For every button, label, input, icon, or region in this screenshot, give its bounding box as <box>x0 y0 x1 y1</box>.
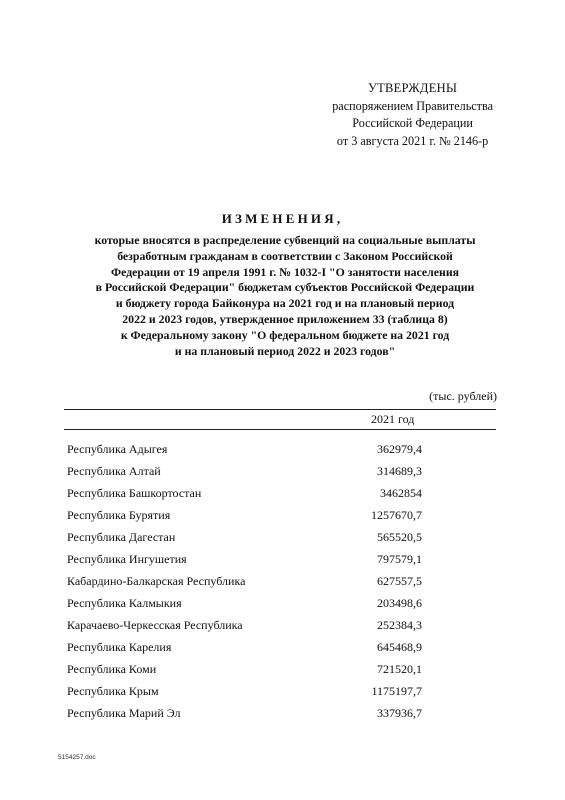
table-row <box>67 460 497 482</box>
amount-value: 565520,5 <box>377 530 422 544</box>
amount-value: 203498,6 <box>377 596 422 610</box>
table-row <box>67 504 497 526</box>
amount-value: 314689,3 <box>377 464 422 478</box>
table-header-rule <box>64 429 496 430</box>
region-name: Республика Адыгея <box>67 442 168 456</box>
approval-heading: УТВЕРЖДЕНЫ <box>367 81 458 95</box>
amount-value: 721520,1 <box>377 662 422 676</box>
table-row <box>67 570 497 592</box>
region-name: Республика Карелия <box>67 640 172 654</box>
amount-value: 1257670,7 <box>371 508 422 522</box>
amount-value: 3462854 <box>380 486 422 500</box>
approval-line-1: распоряжением Правительства <box>332 98 493 113</box>
table-row <box>67 482 497 504</box>
subtitle-line: к Федеральному закону "О федеральном бюджете на 2021 год <box>120 327 450 342</box>
document-title: ИЗМЕНЕНИЯ, <box>221 211 344 226</box>
region-name: Республика Бурятия <box>67 508 171 522</box>
subtitle-line: 2022 и 2023 годов, утвержденное приложением 33 (таблица 8) <box>122 311 448 326</box>
approval-block <box>332 80 493 150</box>
allocation-table <box>67 438 497 724</box>
amount-value: 337936,7 <box>377 706 422 720</box>
region-name: Республика Калмыкия <box>67 596 182 610</box>
subtitle-line: и бюджету города Байконура на 2021 год и на плановый период <box>115 296 455 311</box>
region-name: Республика Коми <box>67 662 157 676</box>
region-name: Республика Ингушетия <box>67 552 187 566</box>
subtitle-line: и на плановый период 2022 и 2023 годов" <box>174 343 396 358</box>
table-row <box>67 548 497 570</box>
document-subtitle <box>60 233 510 359</box>
table-row <box>67 658 497 680</box>
table-row <box>67 702 497 724</box>
region-name: Республика Крым <box>67 684 159 698</box>
column-header-2021: 2021 год <box>371 412 415 426</box>
region-name: Республика Алтай <box>67 464 161 478</box>
table-row <box>67 614 497 636</box>
amount-value: 627557,5 <box>377 574 422 588</box>
region-name: Кабардино-Балкарская Республика <box>67 574 246 588</box>
subtitle-line: которые вносятся в распределение субвенций на социальные выплаты <box>94 233 476 247</box>
table-row <box>67 636 497 658</box>
table-top-rule <box>64 409 496 410</box>
amount-value: 797579,1 <box>377 552 422 566</box>
region-name: Республика Марий Эл <box>67 706 181 720</box>
table-row <box>67 526 497 548</box>
table-row <box>67 438 497 460</box>
amount-value: 252384,3 <box>377 618 422 632</box>
file-name-footer: 5154257.doc <box>58 754 96 761</box>
amount-value: 645468,9 <box>377 640 422 654</box>
approval-line-3: от 3 августа 2021 г. № 2146-р <box>336 133 489 148</box>
amount-value: 362979,4 <box>377 442 422 456</box>
subtitle-line: в Российской Федерации" бюджетам субъектов Российской Федерации <box>95 280 475 295</box>
approval-line-2: Российской Федерации <box>352 116 473 130</box>
subtitle-line: Федерации от 19 апреля 1991 г. № 1032-I "О занятости населения <box>110 264 460 279</box>
amount-value: 1175197,7 <box>371 684 422 698</box>
region-name: Карачаево-Черкесская Республика <box>67 618 243 632</box>
region-name: Республика Дагестан <box>67 530 176 544</box>
unit-note: (тыс. рублей) <box>429 389 497 403</box>
table-row <box>67 592 497 614</box>
table-row <box>67 680 497 702</box>
subtitle-line: безработным гражданам в соответствии с Законом Российской <box>117 248 453 263</box>
region-name: Республика Башкортостан <box>67 486 202 500</box>
